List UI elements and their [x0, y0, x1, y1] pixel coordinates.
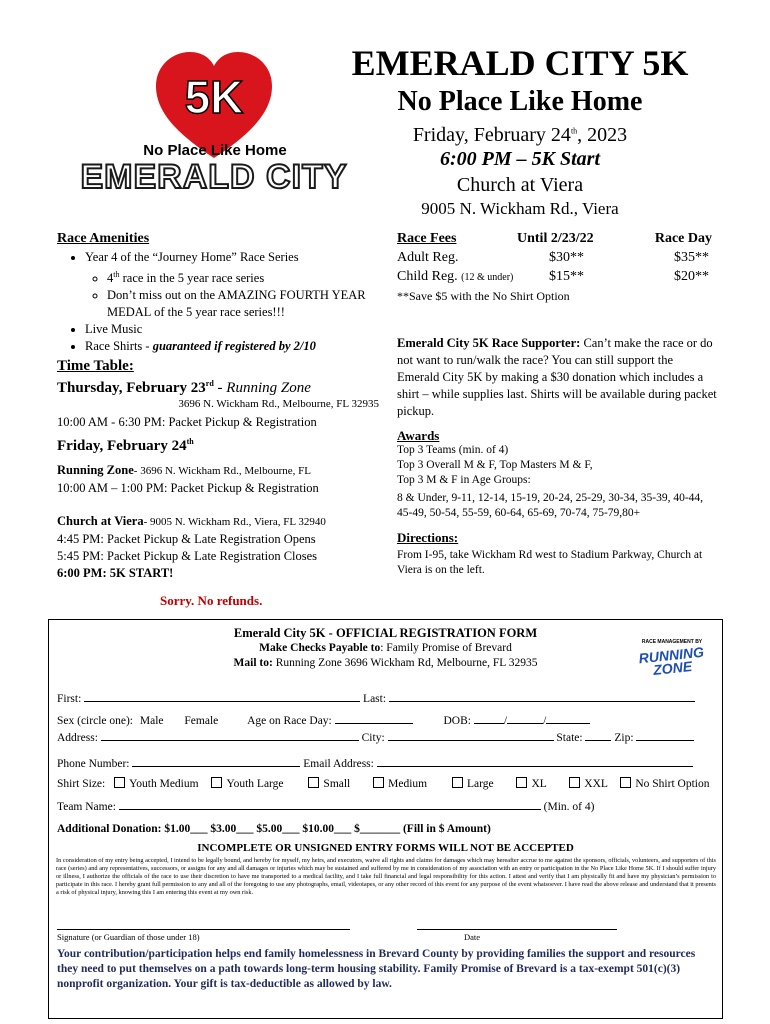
shirt-label: Shirt Size:	[57, 778, 106, 790]
closing-statement: Your contribution/participation helps end family homelessness in Brevard County by providing families the support and resources they need to put themselves on a path towards long-term housing stability. Family Promise of Brevard is a tax-exempt 501(c)(3) nonprofit organization. Your gift is tax-deductible as allowed by law.	[57, 948, 696, 990]
directions-section	[397, 530, 715, 578]
fees-col-day: Race Day	[654, 231, 712, 246]
checkbox[interactable]	[452, 777, 463, 788]
email-field[interactable]	[377, 756, 693, 767]
awards-heading: Awards	[397, 428, 440, 443]
thursday-time: 10:00 AM - 6:30 PM: Packet Pickup & Registration	[57, 415, 317, 429]
event-venue: Church at Viera	[456, 174, 584, 196]
fee-until: $30**	[549, 250, 584, 265]
checkbox[interactable]	[516, 777, 527, 788]
shirt-option[interactable]	[452, 778, 494, 790]
friday-sup: th	[186, 437, 194, 446]
shirt-size-label: Large	[467, 778, 494, 790]
dob-label: DOB:	[443, 715, 471, 727]
event-address: 9005 N. Wickham Rd., Viera	[421, 199, 619, 218]
rz-time: 10:00 AM – 1:00 PM: Packet Pickup & Registration	[57, 481, 319, 495]
timetable-heading: Time Table:	[57, 358, 134, 374]
fees-heading: Race Fees	[397, 231, 457, 246]
amenity-num: 4	[107, 271, 114, 286]
shirt-size-label: XXL	[584, 778, 608, 790]
donation-row: Additional Donation: $1.00___ $3.00___ $5.00___ $10.00___ $_______ (Fill in $ Amount)	[57, 823, 491, 835]
thursday-address: 3696 N. Wickham Rd., Melbourne, FL 32935	[178, 398, 379, 410]
address-label: Address:	[57, 732, 98, 744]
church-block	[57, 513, 326, 582]
amenities-section	[57, 231, 387, 355]
first-name-field[interactable]	[84, 691, 360, 702]
signature-label: Signature (or Guardian of those under 18)	[57, 932, 200, 942]
awards-line: Top 3 Teams (min. of 4)	[397, 444, 509, 456]
running-zone-block	[57, 462, 319, 497]
event-subtitle: No Place Like Home	[397, 86, 643, 117]
shirt-size-label: Youth Medium	[129, 778, 199, 790]
list-item: ◦ Don’t miss out on the AMAZING FOURTH YEAR MEDAL of the 5 year race series!!!	[107, 287, 387, 321]
cv-time-2: 5:45 PM: Packet Pickup & Late Registration Closes	[57, 549, 318, 563]
mail-line	[49, 657, 722, 669]
fees-row	[397, 250, 715, 269]
state-label: State:	[556, 732, 583, 744]
checkbox[interactable]	[569, 777, 580, 788]
running-zone-line	[57, 462, 319, 480]
fee-note: (12 & under)	[461, 272, 514, 283]
zip-label: Zip:	[614, 732, 634, 744]
age-label: Age on Race Day:	[247, 715, 332, 727]
form-title: Emerald City 5K - OFFICIAL REGISTRATION FORM	[233, 626, 538, 640]
phone-label: Phone Number:	[57, 758, 130, 770]
friday-day: Friday, February 24	[57, 438, 187, 454]
friday-line	[57, 437, 194, 455]
waiver-text: In consideration of my entry being accepted, I intend to be legally bound, and hereby for myself, my heirs, and executors, waive all rights and claims for damages which may hereafter accrue to me against the sponsors, officials, volunteers, and supporters of this race (series) and any representatives, successors, or assigns for any and all damages or injuries which may be sustained and suffered by me in consideration of my association with an entry or participation in the No Place Like Home 5K. If I should suffer injury or illness, I authorize the officials of the race to use their discretion to have me transported to a medical facility, and I take full financial and legal responsibility for this action. I attest and verify that I am physically fit and have my physician’s permission to participate in this race. I hereby grant full permission to any and all of the foregoing to use any photographs, email, videotapes, or any other record of this event for any purpose of the event whatsoever. I have read the above release and understand that it presents a risk of physical injury, knowing this I am entering this event at my own risk.	[56, 857, 716, 896]
mail-label: Mail to:	[233, 657, 273, 669]
sex-label: Sex (circle one):	[57, 715, 133, 727]
logo-name: EMERALD CITY	[80, 158, 348, 196]
logo-tagline: No Place Like Home	[143, 142, 287, 159]
thursday-loc: - Running Zone	[213, 380, 311, 396]
cv-time-3: 6:00 PM: 5K START!	[57, 566, 174, 580]
registration-form	[48, 619, 723, 1019]
email-label: Email Address:	[303, 758, 374, 770]
shirt-size-label: Medium	[388, 778, 428, 790]
list-item	[107, 266, 387, 287]
checks-value: : Family Promise of Brevard	[380, 642, 512, 654]
team-row	[57, 799, 594, 813]
team-field[interactable]	[119, 799, 541, 810]
shirt-row	[57, 777, 709, 790]
last-label: Last:	[363, 693, 387, 705]
checkbox[interactable]	[211, 777, 222, 788]
directions-heading: Directions:	[397, 530, 459, 545]
city-label: City:	[361, 732, 385, 744]
amenity-text: race in the 5 year race series	[119, 271, 265, 286]
supporter-label: Emerald City 5K Race Supporter:	[397, 336, 581, 350]
event-date-year: , 2023	[577, 124, 628, 146]
thursday-day: Thursday, February 23	[57, 380, 206, 396]
age-groups: 8 & Under, 9-11, 12-14, 15-19, 20-24, 25-29, 30-34, 35-39, 40-44, 45-49, 50-54, 55-59, 60-64, 65-69, 70-74, 75-79,80+	[397, 492, 704, 519]
zip-field[interactable]	[636, 730, 694, 741]
directions-text: From I-95, take Wickham Rd west to Stadium Parkway, Church at Viera is on the left.	[397, 549, 703, 576]
list-item	[85, 338, 387, 355]
dob-year-field[interactable]	[546, 713, 590, 724]
shirt-option[interactable]	[308, 778, 350, 790]
shirt-size-label: No Shirt Option	[635, 778, 710, 790]
shirt-option[interactable]	[516, 778, 546, 790]
age-field[interactable]	[335, 713, 413, 724]
list-item	[85, 249, 387, 321]
thursday-line	[57, 379, 311, 397]
fees-section	[397, 231, 715, 304]
checkbox[interactable]	[114, 777, 125, 788]
amenity-sup: th	[113, 270, 120, 279]
female-option[interactable]: Female	[184, 715, 219, 727]
fee-until: $15**	[549, 269, 584, 284]
team-label: Team Name:	[57, 801, 116, 813]
church-line	[57, 513, 326, 531]
shirt-size-label: XL	[531, 778, 547, 790]
state-field[interactable]	[585, 730, 611, 741]
awards-line: Top 3 M & F in Age Groups:	[397, 474, 531, 486]
fee-label: Child Reg.	[397, 269, 458, 284]
checks-line	[49, 642, 722, 654]
cv-label: Church at Viera	[57, 514, 144, 528]
checkbox[interactable]	[308, 777, 319, 788]
city-field[interactable]	[388, 730, 554, 741]
checks-label: Make Checks Payable to	[259, 642, 381, 654]
event-date-text: Friday, February 24	[412, 124, 571, 146]
phone-field[interactable]	[132, 756, 300, 767]
awards-line: Top 3 Overall M & F, Top Masters M & F,	[397, 459, 593, 471]
incomplete-notice: INCOMPLETE OR UNSIGNED ENTRY FORMS WILL NOT BE ACCEPTED	[197, 842, 574, 854]
address-field[interactable]	[101, 730, 359, 741]
rz-addr: - 3696 N. Wickham Rd., Melbourne, FL	[133, 465, 311, 477]
name-row	[57, 691, 695, 705]
checkbox[interactable]	[373, 777, 384, 788]
amenities-list	[57, 249, 387, 355]
last-name-field[interactable]	[389, 691, 695, 702]
shirt-option[interactable]	[211, 778, 283, 790]
fees-row	[397, 269, 715, 288]
shirt-option[interactable]	[373, 778, 427, 790]
male-option[interactable]: Male	[139, 715, 164, 727]
first-label: First:	[57, 693, 82, 705]
running-zone-logo	[627, 639, 717, 689]
signature-field[interactable]	[57, 920, 350, 930]
rm-logo-text: RUNNING ZONE	[637, 643, 705, 678]
mail-value: Running Zone 3696 Wickham Rd, Melbourne, FL 32935	[272, 657, 538, 669]
team-min: (Min. of 4)	[543, 801, 595, 813]
shirt-option[interactable]	[569, 778, 607, 790]
fee-day: $35**	[674, 250, 709, 265]
thursday-sup: rd	[205, 379, 214, 388]
cv-time-1: 4:45 PM: Packet Pickup & Late Registration Opens	[57, 532, 316, 546]
awards-section	[397, 428, 715, 521]
sex-row: Sex (circle one): Male Female Age on Race Day: DOB: / /	[57, 713, 590, 727]
date-field[interactable]	[417, 920, 617, 930]
logo-5k-text: 5K	[184, 71, 244, 123]
amenity-emphasis: guaranteed if registered by 2/10	[152, 339, 316, 354]
dob-month-field[interactable]	[474, 713, 504, 724]
fee-day: $20**	[674, 269, 709, 284]
fees-header-row	[397, 231, 715, 250]
shirt-size-label: Youth Large	[226, 778, 284, 790]
shirt-size-label: Small	[323, 778, 351, 790]
event-date	[330, 124, 710, 147]
dob-day-field[interactable]	[507, 713, 543, 724]
fee-label: Adult Reg.	[397, 250, 459, 265]
checkbox[interactable]	[620, 777, 631, 788]
shirt-option[interactable]	[620, 778, 709, 790]
event-logo	[64, 40, 364, 200]
address-row	[57, 730, 694, 744]
list-item: • Live Music	[85, 321, 387, 338]
shirt-option[interactable]	[114, 778, 198, 790]
event-start: 6:00 PM – 5K Start	[439, 148, 601, 170]
event-title: EMERALD CITY 5K	[351, 43, 689, 83]
rz-label: Running Zone	[57, 463, 134, 477]
cv-addr: - 9005 N. Wickham Rd., Viera, FL 32940	[143, 516, 326, 528]
amenity-text: Race Shirts -	[85, 339, 153, 354]
supporter-text: Can’t make the race or do not want to run/walk the race? You can still support the Emerald City 5K by making a $30 donation which includes a shirt – while supplies last. Shirts will be available during packet pickup.	[397, 336, 717, 418]
date-label: Date	[464, 932, 481, 942]
no-refunds: Sorry. No refunds.	[160, 593, 263, 608]
amenities-heading: Race Amenities	[57, 231, 150, 246]
contact-row	[57, 756, 693, 770]
fees-footnote: **Save $5 with the No Shirt Option	[397, 289, 570, 303]
supporter-section	[397, 335, 717, 420]
rm-by-text: RACE MANAGEMENT BY	[641, 639, 703, 645]
fees-col-until: Until 2/23/22	[517, 231, 594, 246]
event-date-sup: th	[570, 126, 578, 136]
amenity-text: Year 4 of the “Journey Home” Race Series	[85, 250, 299, 264]
